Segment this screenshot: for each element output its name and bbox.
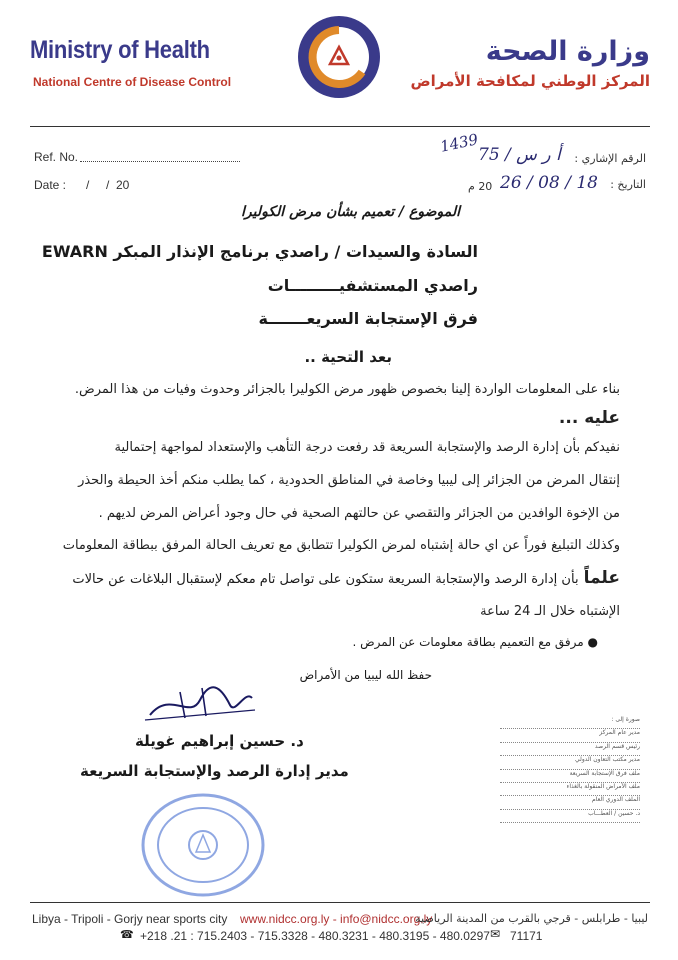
ministry-title-ar: وزارة الصحة: [485, 36, 650, 67]
date-blank: / / 20: [86, 178, 130, 192]
distribution-item: صورة إلى :: [500, 716, 640, 729]
ref-label-ar: الرقم الإشاري :: [574, 152, 646, 165]
bullet-text: مرفق مع التعميم بطاقة معلومات عن المرض .: [352, 635, 584, 649]
footer-po-box: 71171: [510, 929, 543, 943]
centre-subtitle-en: National Centre of Disease Control: [33, 75, 232, 89]
centre-subtitle-ar: المركز الوطني لمكافحة الأمراض: [410, 72, 650, 90]
bullet-dot: ●: [583, 635, 598, 649]
official-stamp: [138, 790, 268, 900]
recipient-line-3: فرق الإستجابة السريعـــــــة: [258, 309, 478, 328]
ref-handwritten-extra: 1439: [438, 130, 480, 156]
distribution-item: ملف الأمراض المنقولة بالغذاء: [500, 783, 640, 796]
distribution-item: مدير عام المركز: [500, 729, 640, 742]
handwritten-signature: [140, 680, 260, 725]
footer-web-email: www.nidcc.org.ly - info@nidcc.org.ly: [240, 912, 433, 926]
date-suffix: 20 م: [468, 180, 493, 193]
body-para-2-line-2: إنتقال المرض من الجزائر إلى ليبيا وخاصة في المناطق الحدودية ، كما يطلب منكم أخذ الحيطة والحذر: [78, 473, 620, 488]
body-para-4: [72, 568, 620, 588]
ref-no-line: [80, 161, 240, 162]
date-label: Date :: [34, 178, 67, 192]
attachment-bullet: [353, 635, 599, 649]
mailbox-icon: ✉: [490, 927, 501, 941]
body-para-2-line-3: من الإخوة الوافدين من الجزائر والتقصي عن حالتهم الصحية في حال وجود أعراض المرض لديهم .: [98, 506, 620, 521]
greeting: بعد التحية ..: [304, 348, 392, 366]
body-para-2-line-1: نفيدكم بأن إدارة الرصد والإستجابة السريعة قد رفعت درجة التأهب والإستعداد لمواجهة إحتمالية: [114, 440, 620, 455]
body-para-3: وكذلك التبليغ فوراً عن اي حالة إشتباه لمرض الكوليرا تتطابق مع تعريف الحالة المرفق ببطاقة المعلومات: [62, 538, 620, 553]
signatory-name: د. حسين إبراهيم غويلة: [135, 732, 304, 750]
header-rule: [30, 126, 650, 127]
recipient-line-1: السادة والسيدات / راصدي برنامج الإنذار المبكر EWARN: [41, 242, 478, 261]
phone-icon: ☎: [120, 928, 134, 941]
ref-handwritten: 75 / أ ر س: [478, 145, 561, 165]
signatory-title: مدير إدارة الرصد والإستجابة السريعة: [80, 762, 349, 780]
recipient-line-2: راصدي المستشفيـــــــــات: [267, 276, 478, 295]
distribution-item: رئيس قسم الرصد: [500, 743, 640, 756]
footer-phones: +218 .21 : 715.2403 - 715.3328 - 480.3231 - 480.3195 - 480.0297: [140, 929, 490, 943]
ref-no-label: Ref. No.: [34, 150, 79, 164]
ministry-title-en: Ministry of Health: [30, 36, 210, 64]
distribution-item: مدير مكتب التعاون الدولي: [500, 756, 640, 769]
distribution-item: ملف فرق الإستجابة السريعة: [500, 770, 640, 783]
distribution-list: [500, 716, 640, 823]
date-label-ar: التاريخ :: [610, 178, 646, 191]
ncdc-logo: [296, 14, 382, 100]
closing-line: حفظ الله ليبيا من الأمراض: [299, 668, 432, 682]
body-para-1: بناء على المعلومات الواردة إلينا بخصوص ظهور مرض الكوليرا بالجزائر وحدوث وفيات من هذا المرض.: [74, 382, 620, 397]
body-para-5: الإشتباه خلال الـ 24 ساعة: [480, 604, 620, 619]
body-alayhi: عليه ...: [558, 408, 620, 428]
footer-address-ar: ليبيا - طرابلس - قرجي بالقرب من المدينة الرياضية: [415, 912, 648, 925]
footer-rule: [30, 902, 650, 903]
body-para-4-rest: بأن إدارة الرصد والإستجابة السريعة ستكون على تواصل تام معكم لإستقبال البلاغات عن حالات: [72, 572, 579, 587]
distribution-item: الملف الدوري العام: [500, 796, 640, 809]
distribution-item: د. حسين / العطـــاب: [500, 810, 640, 823]
date-handwritten: 26 / 08 / 18: [500, 173, 598, 193]
body-para-4-bold: علماً: [583, 568, 620, 588]
subject-line: الموضوع / تعميم بشأن مرض الكوليرا: [240, 204, 460, 220]
footer-address-en: Libya - Tripoli - Gorjy near sports city: [32, 912, 228, 926]
